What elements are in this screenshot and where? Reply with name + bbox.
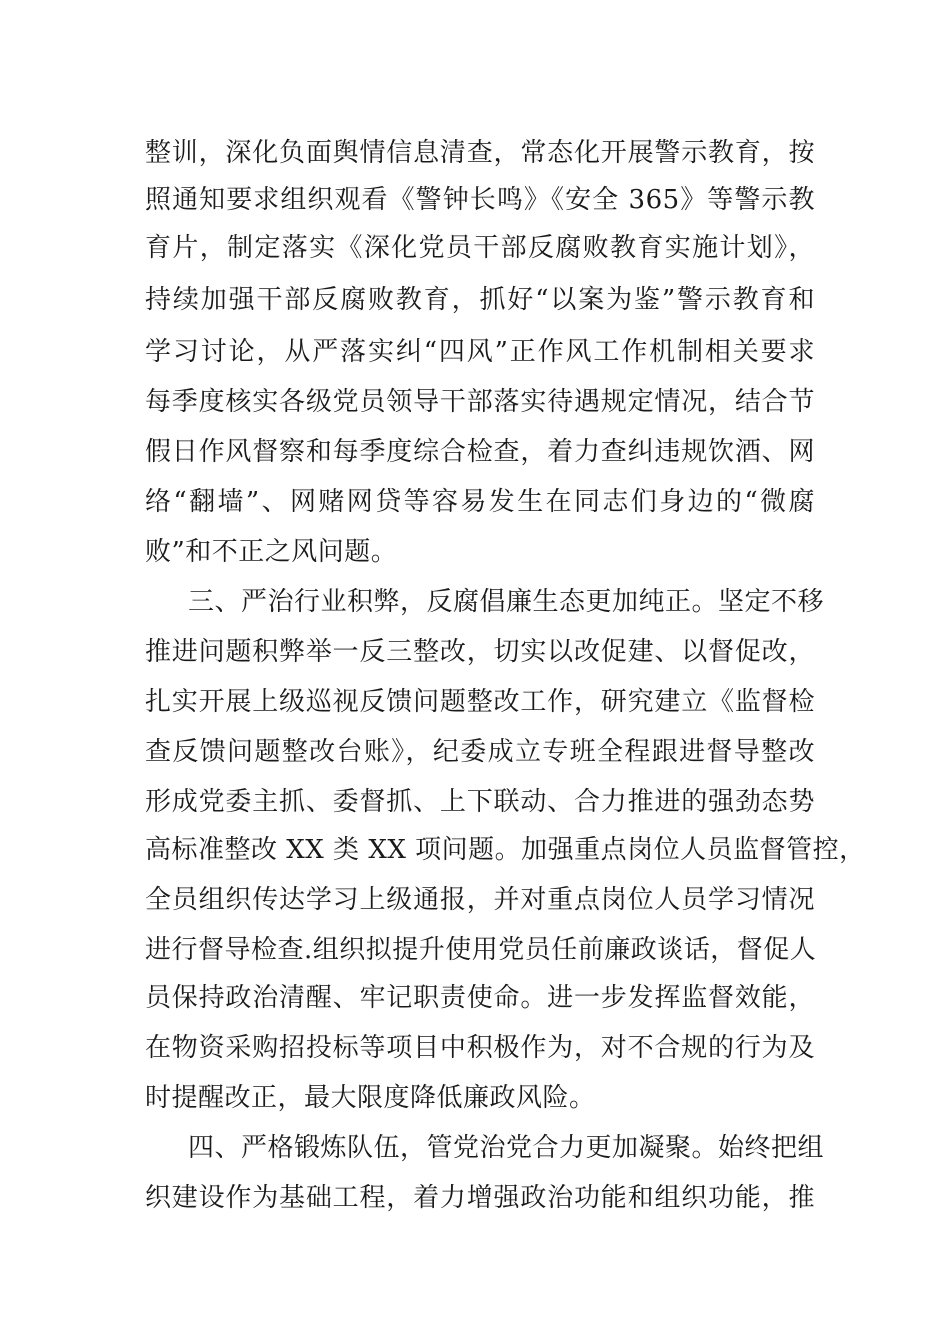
- text-line: 推进问题积弊举一反三整改，切实以改促建、以督促改，: [145, 637, 815, 667]
- text-line: 织建设作为基础工程，着力增强政治功能和组织功能，推: [145, 1183, 815, 1213]
- text-line: 育片，制定落实《深化党员干部反腐败教育实施计划》，: [145, 233, 815, 263]
- text-line: 照通知要求组织观看《警钟长鸣》《安全 365》等警示教: [145, 185, 815, 215]
- text-line: 进行督导检查.组织拟提升使用党员任前廉政谈话，督促人: [145, 935, 817, 965]
- text-line: 全员组织传达学习上级通报，并对重点岗位人员学习情况: [145, 885, 815, 915]
- text-line: 形成党委主抓、委督抓、上下联动、合力推进的强劲态势: [145, 787, 815, 817]
- text-line: 时提醒改正，最大限度降低廉政风险。: [145, 1083, 596, 1113]
- text-line: 扎实开展上级巡视反馈问题整改工作，研究建立《监督检: [145, 687, 815, 717]
- text-line: 高标准整改 XX 类 XX 项问题。加强重点岗位人员监督管控，: [145, 835, 866, 865]
- text-line: 每季度核实各级党员领导干部落实待遇规定情况，结合节: [145, 387, 815, 417]
- text-line: 在物资采购招投标等项目中积极作为，对不合规的行为及: [145, 1033, 815, 1063]
- text-line: 员保持政治清醒、牢记职责使命。进一步发挥监督效能，: [145, 983, 815, 1013]
- section-heading-line: 四、严格锻炼队伍，管党治党合力更加凝聚。始终把组: [188, 1133, 825, 1163]
- text-line: 假日作风督察和每季度综合检查，着力查纠违规饮酒、网: [145, 437, 815, 467]
- text-line: 查反馈问题整改台账》，纪委成立专班全程跟进督导整改: [145, 737, 815, 767]
- text-line: 学习讨论，从严落实纠“四风”正作风工作机制相关要求: [145, 337, 815, 367]
- text-line: 络“翻墙”、网赌网贷等容易发生在同志们身边的“微腐: [145, 487, 815, 517]
- text-line: 败”和不正之风问题。: [145, 537, 398, 567]
- text-line: 整训，深化负面舆情信息清查，常态化开展警示教育，按: [145, 138, 815, 168]
- text-line: 持续加强干部反腐败教育，抓好“以案为鉴”警示教育和: [145, 285, 815, 315]
- section-heading-line: 三、严治行业积弊，反腐倡廉生态更加纯正。坚定不移: [188, 587, 825, 617]
